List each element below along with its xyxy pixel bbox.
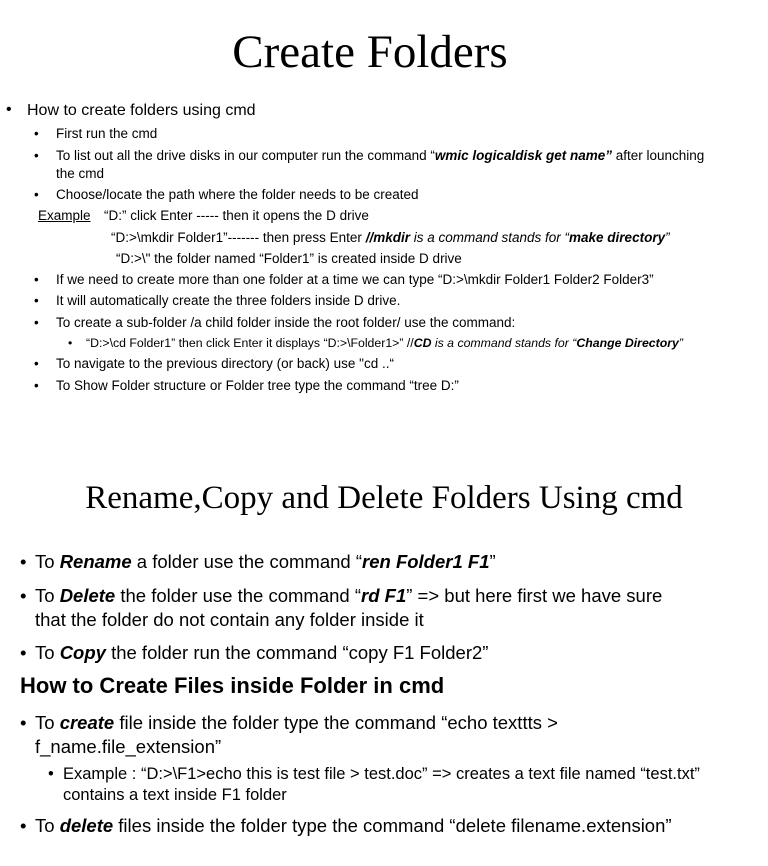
bullet-dot: • <box>34 356 39 371</box>
list-item-text: files inside the folder type the command “delete filename.extension” <box>113 815 672 836</box>
list-item-text: ” => but here first we have sure <box>406 585 663 606</box>
files-heading: How to Create Files inside Folder in cmd <box>20 673 445 698</box>
bullet-dot: • <box>20 712 27 733</box>
bullet-dot: • <box>68 336 73 350</box>
bullet-dot: • <box>34 378 39 393</box>
example-line: “D:>\" the folder named “Folder1” is created inside D drive <box>116 251 462 266</box>
list-item-continuation: that the folder do not contain any folder inside it <box>35 609 424 630</box>
command-text: wmic logicaldisk get name” <box>434 148 612 163</box>
list-item-text: after lounching <box>611 148 705 163</box>
bullet-dot: • <box>20 585 27 606</box>
command-text: make directory <box>569 230 666 245</box>
example-line <box>111 230 670 245</box>
example-text: “D:>\mkdir Folder1”------- then press Enter <box>111 230 366 245</box>
main-bullet: How to create folders using cmd <box>27 102 256 119</box>
list-item-text: the folder run the command “copy F1 Folder2” <box>105 642 489 663</box>
example-label: Example <box>38 208 91 223</box>
bullet-dot: • <box>34 272 39 287</box>
bullet-dot: • <box>34 126 39 141</box>
list-item: To Show Folder structure or Folder tree type the command “tree D:” <box>56 378 459 393</box>
list-item-text: a folder use the command “ <box>131 551 363 572</box>
list-item-continuation: the cmd <box>56 166 105 181</box>
bullet-dot: • <box>34 187 39 202</box>
example-line: “D:” click Enter ----- then it opens the D drive <box>104 208 369 223</box>
sub-list-text: is a command stands for “ <box>431 336 577 350</box>
list-item-text: To list out all the drive disks in our computer run the command “ <box>56 148 435 163</box>
list-item-text: the folder use the command “ <box>115 585 361 606</box>
list-item-text: To <box>35 551 60 572</box>
list-item-text: file inside the folder type the command “echo texttts > <box>114 712 558 733</box>
keyword: Delete <box>59 585 116 606</box>
list-item <box>35 815 672 837</box>
list-item-text: To <box>35 585 60 606</box>
sub-list-text: ” <box>678 336 683 350</box>
list-item: If we need to create more than one folder at a time we can type “D:>\mkdir Folder1 Folder2 Folder3” <box>56 272 654 287</box>
bullet-dot: • <box>20 815 27 836</box>
section2-title: Rename,Copy and Delete Folders Using cmd <box>85 480 683 516</box>
list-item <box>56 148 704 163</box>
sub-list-item <box>86 336 683 350</box>
list-item: To create a sub-folder /a child folder inside the root folder/ use the command: <box>56 315 516 330</box>
list-item-text: To <box>35 642 60 663</box>
command-text: Change Directory <box>576 336 679 350</box>
keyword: create <box>59 712 115 733</box>
list-item-text: To <box>35 712 60 733</box>
example-text: ” <box>665 230 670 245</box>
bullet-dot: • <box>34 148 39 163</box>
list-item-text: To <box>35 815 60 836</box>
example-text: // <box>365 230 374 245</box>
list-item: First run the cmd <box>56 126 158 141</box>
list-item: It will automatically create the three folders inside D drive. <box>56 293 401 308</box>
example-text: is a command stands for “ <box>409 230 570 245</box>
sub-list-text: “D:>\cd Folder1” then click Enter it displays “D:>\Folder1>” // <box>86 336 414 350</box>
bullet-dot: • <box>6 101 12 118</box>
command-text: mkdir <box>373 230 410 245</box>
list-item <box>35 585 662 607</box>
command-text: rd F1 <box>361 585 407 606</box>
bullet-dot: • <box>20 551 27 572</box>
bullet-dot: • <box>48 765 54 783</box>
bullet-dot: • <box>20 642 27 663</box>
list-item: To navigate to the previous directory (or back) use "cd ..“ <box>56 356 394 371</box>
bullet-dot: • <box>34 315 39 330</box>
list-item-text: ” <box>489 551 496 572</box>
section1-title: Create Folders <box>232 26 508 78</box>
list-item: Choose/locate the path where the folder needs to be created <box>56 187 419 202</box>
keyword: Copy <box>59 642 106 663</box>
sub-list-item: Example : “D:>\F1>echo this is test file > test.doc” => creates a text file named “test.txt” <box>63 765 700 783</box>
bullet-dot: • <box>34 293 39 308</box>
list-item <box>35 551 496 573</box>
sub-list-continuation: contains a text inside F1 folder <box>63 786 287 804</box>
command-text: ren Folder1 F1 <box>362 551 490 572</box>
list-item <box>35 642 488 664</box>
command-text: CD <box>413 336 432 350</box>
list-item <box>35 712 558 734</box>
keyword: delete <box>59 815 114 836</box>
keyword: Rename <box>59 551 132 572</box>
list-item-continuation: f_name.file_extension” <box>35 736 222 757</box>
